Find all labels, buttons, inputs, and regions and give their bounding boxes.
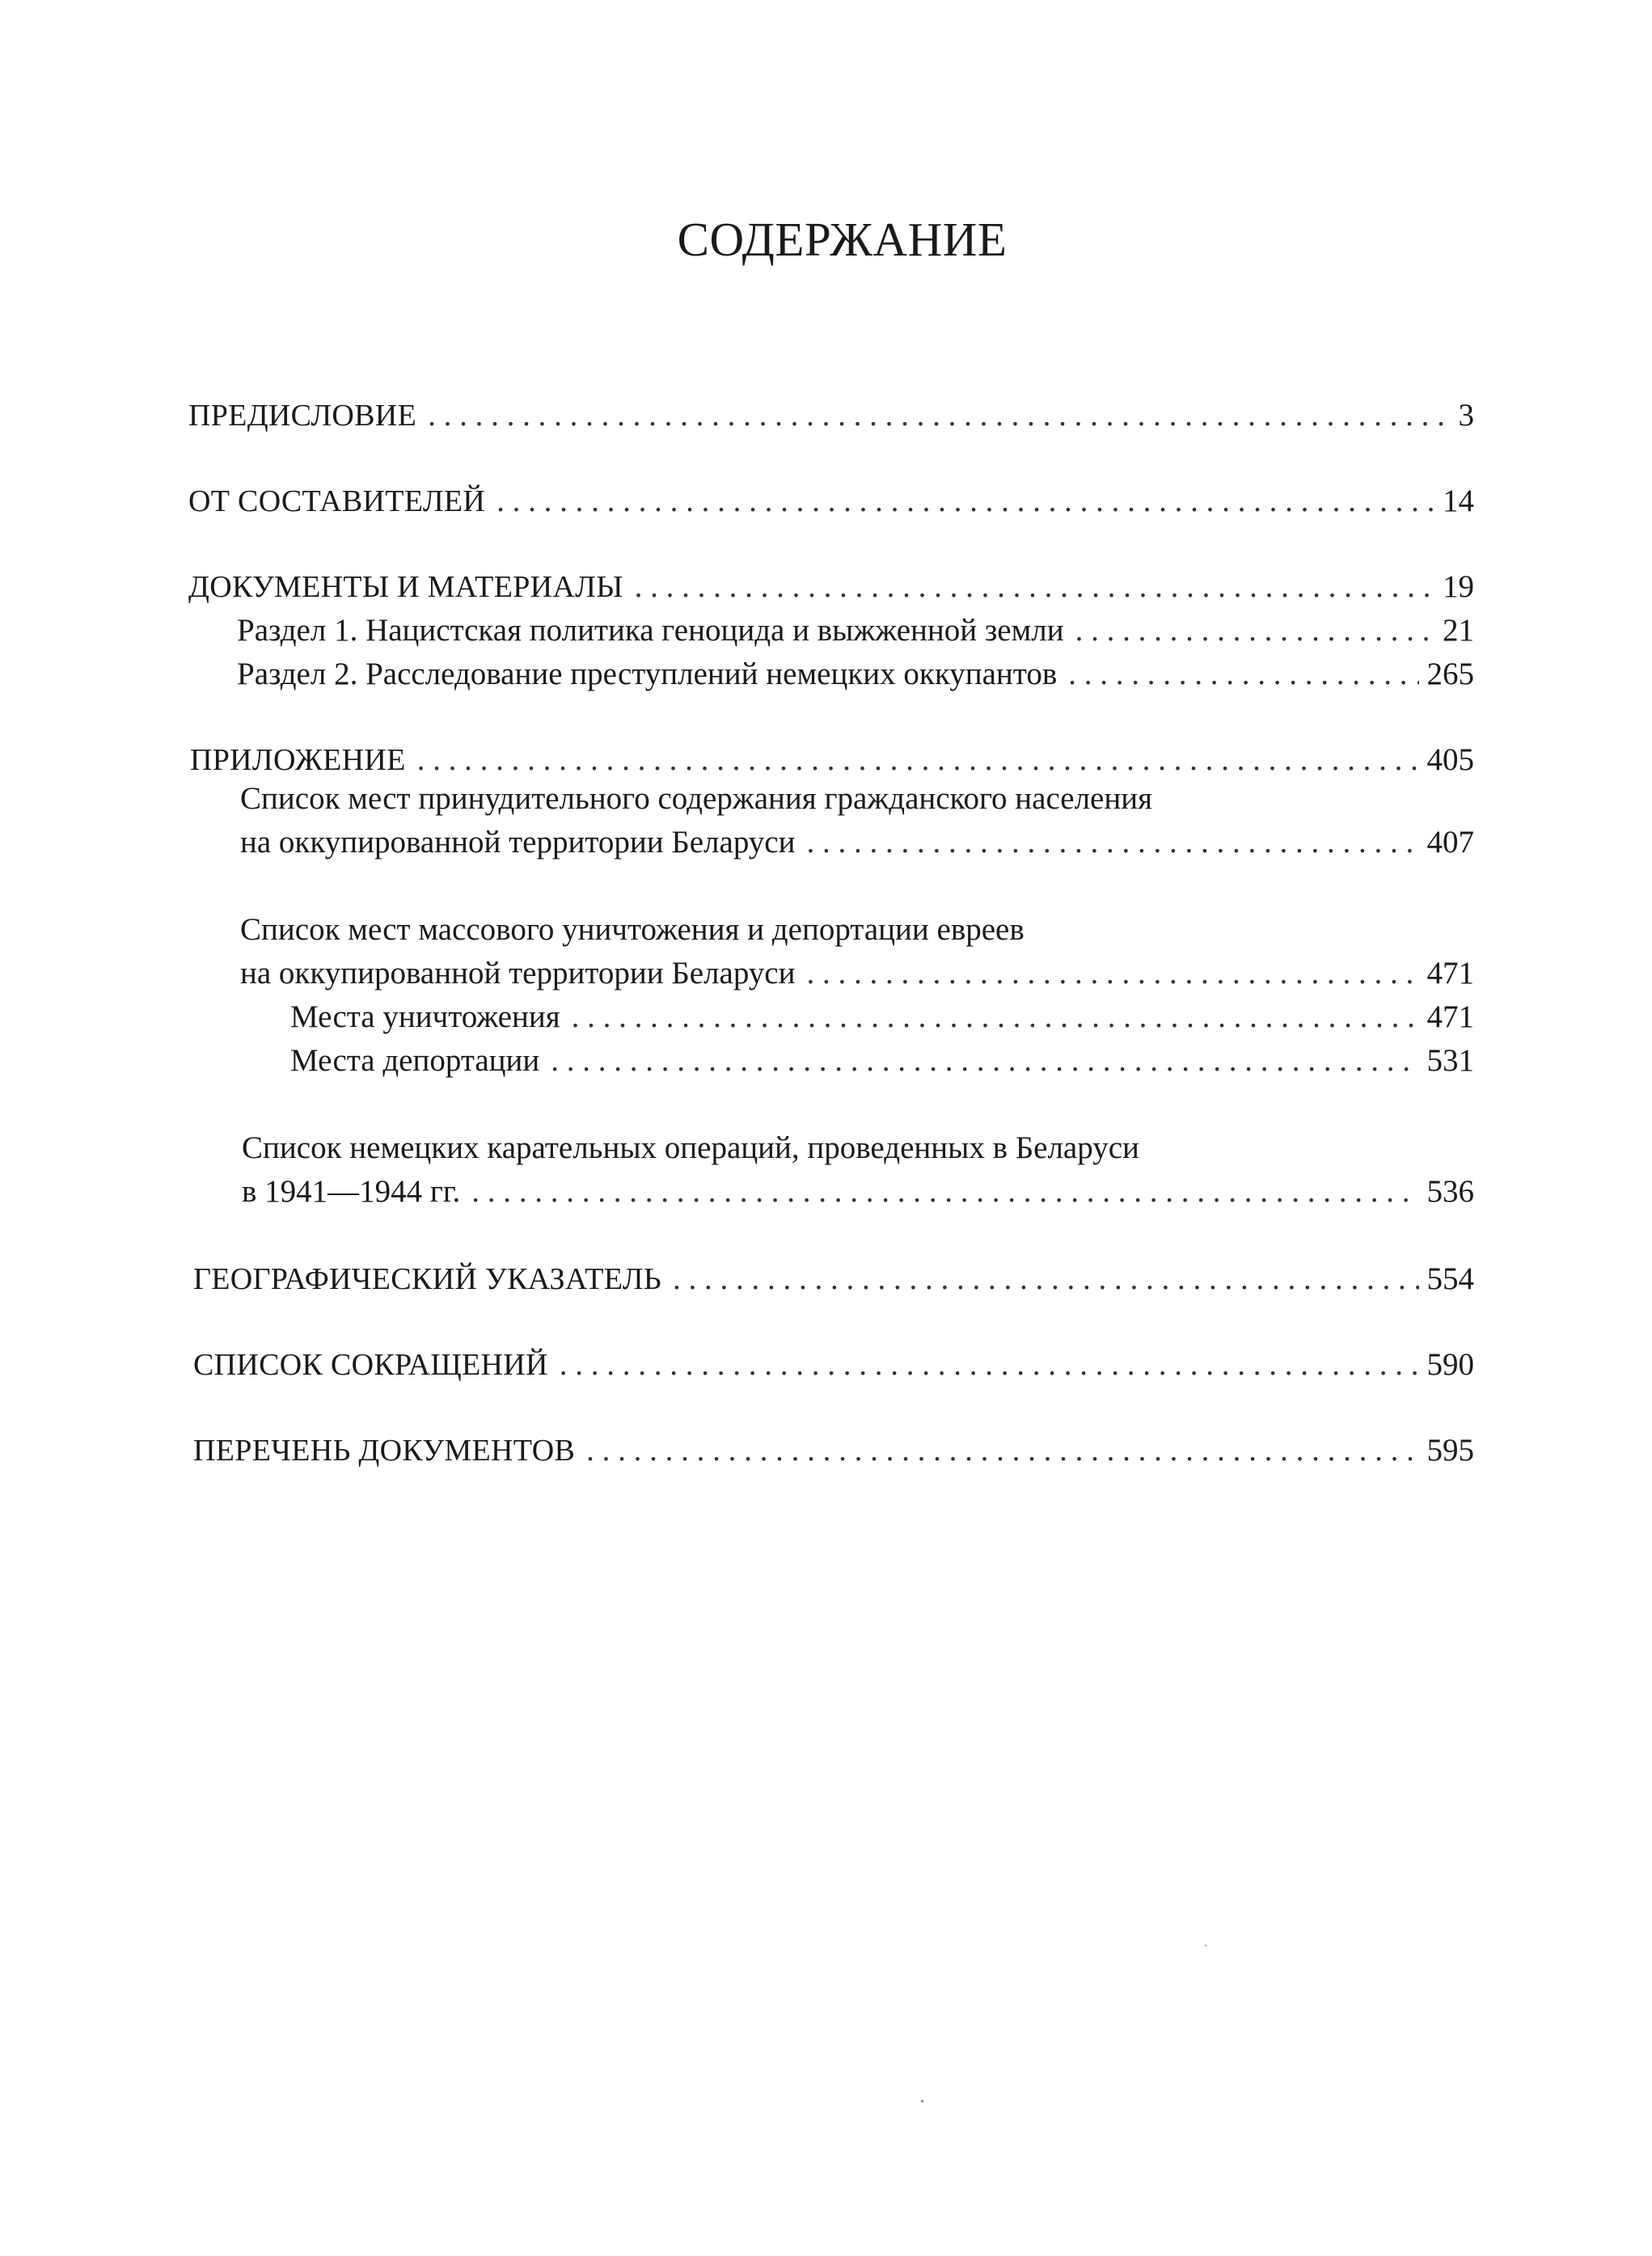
toc-entry-label: ГЕОГРАФИЧЕСКИЙ УКАЗАТЕЛЬ [193, 1262, 661, 1296]
dot-leader [1068, 658, 1418, 690]
toc-entry-section-2[interactable] [237, 658, 1474, 690]
dot-leader [1075, 615, 1434, 646]
toc-page-number: 595 [1426, 1433, 1474, 1468]
toc-entry-doc-list[interactable] [193, 1434, 1474, 1466]
toc-page-number: 536 [1426, 1174, 1474, 1209]
toc-entry-preface[interactable] [188, 399, 1474, 431]
dot-leader [551, 1045, 1418, 1076]
toc-page-number: 590 [1426, 1347, 1474, 1382]
toc-entry-label: ПРЕДИСЛОВИЕ [188, 399, 417, 433]
toc-page-number: 19 [1443, 569, 1474, 604]
toc-entry-section-1[interactable] [237, 615, 1474, 646]
toc-entry-label: ПРИЛОЖЕНИЕ [190, 743, 406, 777]
toc-page-number: 471 [1426, 956, 1474, 991]
toc-entry-geo-index[interactable] [193, 1263, 1474, 1295]
dot-leader [560, 1349, 1419, 1380]
toc-entry-punitive-ops-line-1: Список немецких карательных операций, проведенных в Беларуси [242, 1130, 1139, 1165]
toc-entry-label: на оккупированной территории Беларуси [240, 956, 796, 991]
page-title: СОДЕРЖАНИЕ [677, 213, 1008, 266]
toc-page-number: 407 [1426, 825, 1474, 860]
toc-entry-detention-line-1: Список мест принудительного содержания гражданского населения [240, 781, 1153, 816]
toc-entry-label: на оккупированной территории Беларуси [240, 825, 796, 860]
toc-entry-label: ПЕРЕЧЕНЬ ДОКУМЕНТОВ [193, 1434, 576, 1468]
toc-page-number: 405 [1426, 742, 1474, 777]
toc-page-number: 265 [1426, 657, 1474, 691]
toc-entry-abbreviations[interactable] [193, 1349, 1474, 1380]
toc-entry-label: ДОКУМЕНТЫ И МАТЕРИАЛЫ [188, 570, 623, 604]
toc-page-number: 471 [1426, 999, 1474, 1034]
toc-page-number: 14 [1443, 484, 1474, 518]
toc-entry-label: Места уничтожения [290, 999, 560, 1034]
toc-entry-documents[interactable] [188, 571, 1474, 602]
dot-leader [635, 571, 1434, 602]
toc-entry-deportation-sites[interactable] [290, 1045, 1474, 1076]
dot-leader [572, 1001, 1419, 1033]
toc-entry-appendix[interactable] [190, 744, 1474, 775]
toc-entry-label: СПИСОК СОКРАЩЕНИЙ [193, 1348, 548, 1382]
toc-entry-detention-list[interactable] [240, 826, 1474, 858]
dot-leader [417, 744, 1419, 775]
dot-leader [471, 1176, 1418, 1207]
toc-entry-punitive-ops[interactable] [242, 1176, 1474, 1207]
dot-leader [673, 1263, 1419, 1295]
toc-page-number: 531 [1426, 1043, 1474, 1078]
dot-leader [806, 826, 1418, 858]
dot-leader [586, 1434, 1418, 1466]
toc-entry-label: в 1941—1944 гг. [242, 1174, 461, 1209]
toc-entry-label: ОТ СОСТАВИТЕЛЕЙ [188, 484, 486, 518]
scan-speck [1205, 1945, 1206, 1946]
toc-page-number: 21 [1443, 613, 1474, 648]
dot-leader [806, 957, 1418, 989]
toc-entry-jews-list[interactable] [240, 957, 1474, 989]
scan-speck [921, 2100, 923, 2102]
toc-entry-label: Места депортации [290, 1043, 540, 1078]
toc-page-number: 554 [1426, 1261, 1474, 1296]
toc-entry-extermination-sites[interactable] [290, 1001, 1474, 1033]
toc-entry-label: Раздел 1. Нацистская политика геноцида и выжженной земли [237, 613, 1064, 648]
dot-leader [496, 485, 1434, 517]
toc-page-number: 3 [1458, 398, 1474, 433]
toc-entry-label: Раздел 2. Расследование преступлений немецких оккупантов [237, 657, 1058, 691]
toc-entry-compilers[interactable] [188, 485, 1474, 517]
toc-entry-jews-list-line-1: Список мест массового уничтожения и депортации евреев [240, 912, 1025, 947]
dot-leader [428, 399, 1450, 431]
